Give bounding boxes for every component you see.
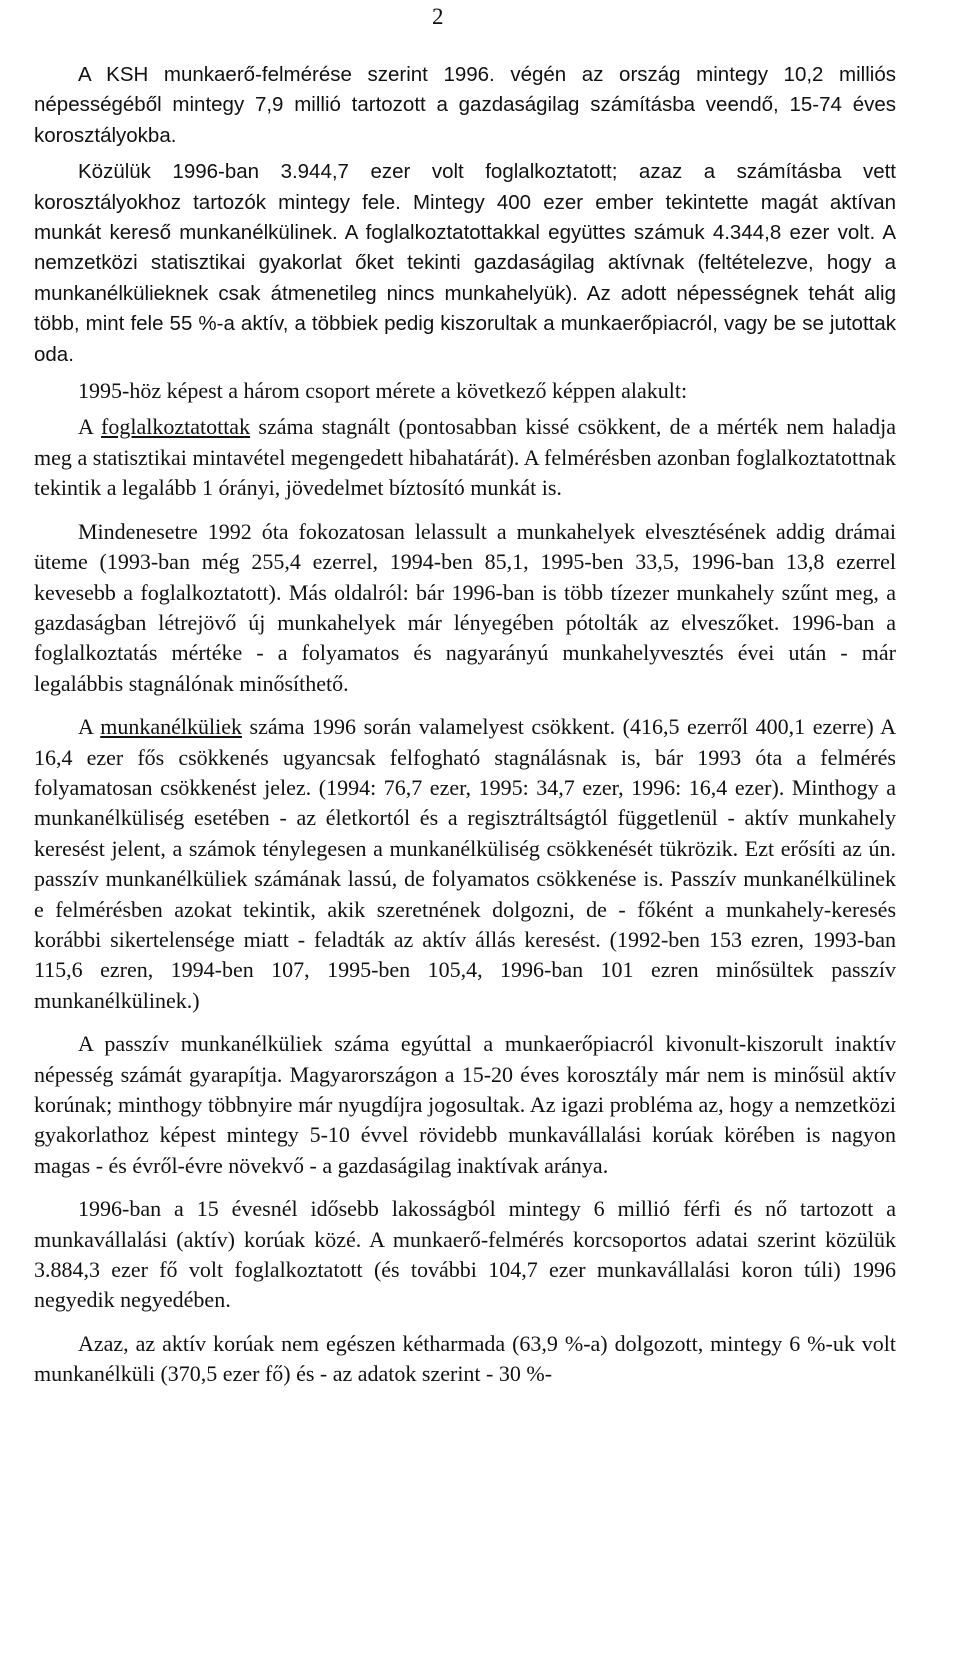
- text-run: A: [78, 414, 102, 440]
- text-run: száma stagnált (pontosabban kissé csökkent, de a mérték nem haladja meg a statisztikai mintavétel megengedett hibahatárát). A felmérésben azonban foglalkoztatottnak tekintik a legalább 1 órányi, jövedelmet bíztosító munkát is.: [34, 414, 896, 501]
- text-run: száma 1996 során valamelyest csökkent. (416,5 ezerről 400,1 ezerre) A 16,4 ezer fős csökkenés ugyancsak felfogható stagnálásnak is, bár 1993 óta a felmérés folyamatosan csökkenést jelez. (1994: 76,7 ezer, 1995: 34,7 ezer, 1996: 16,4 ezer). Minthogy a munkanélküliség esetében - az életkortól és a regisztráltságtól függetlenül - aktív munkahely keresést jelent, a számok ténylegesen a munkanélküliség csökkenését tükrözik. Ezt erősíti az ún. passzív munkanélküliek számának lassú, de folyamatos csökkenése is. Passzív munkanélkülinek e felmérésben azokat tekintik, akik szeretnének dolgozni, de - főként a munkahely-keresés korábbi sikertelensége miatt - feladták az aktív állás keresést. (1992-ben 153 ezren, 1993-ban 115,6 ezren, 1994-ben 107, 1995-ben 105,4, 1996-ban 101 ezren minősültek passzív munkanélkülinek.): [34, 714, 896, 1013]
- document-body: [34, 60, 896, 1390]
- underlined-term-unemployed: munkanélküliek: [100, 714, 242, 740]
- paragraph-active-share: Azaz, az aktív korúak nem egészen kétharmada (63,9 %-a) dolgozott, mintegy 6 %-uk volt munkanélküli (370,5 ezer fő) és - az adatok szerint - 30 %-: [34, 1330, 896, 1387]
- paragraph-employment-summary: Közülük 1996-ban 3.944,7 ezer volt foglalkoztatott; azaz a számításba vett korosztályokhoz tartozók mintegy fele. Mintegy 400 ezer ember tekintette magát aktívan munkát kereső munkanélkülinek. A foglalkoztatottakkal együttes számuk 4.344,8 ezer volt. A nemzetközi statisztikai gyakorlat őket tekinti gazdaságilag aktívnak (feltételezve, hogy a munkanélkülieknek csak átmenetileg nincs munkahelyük). Az adott népességnek tehát alig több, mint fele 55 %-a aktív, a többiek pedig kiszorultak a munkaerőpiacról, vagy be se jutottak oda.: [34, 160, 896, 366]
- paragraph-job-loss: Mindenesetre 1992 óta fokozatosan lelassult a munkahelyek elvesztésének addig drámai üteme (1993-ban még 255,4 ezerrel, 1994-ben 85,1, 1995-ben 33,5, 1996-ban 13,8 ezerrel kevesebb a foglalkoztatott). Más oldalról: bár 1996-ban is több tízezer munkahely szűnt meg, a gazdaságban létrejövő új munkahelyek már lényegében pótolták az elveszőket. 1996-ban a foglalkoztatás mértéke - a folyamatos és nagyarányú munkahelyvesztés évei után - már legalábbis stagnálónak minősíthető.: [34, 518, 896, 696]
- paragraph-comparison-lead: 1995-höz képest a három csoport mérete a következő képpen alakult:: [78, 378, 688, 404]
- underlined-term-employed: foglalkoztatottak: [101, 414, 251, 440]
- paragraph-passive-unemployed: A passzív munkanélküliek száma egyúttal a munkaerőpiacról kivonult-kiszorult inaktív népesség számát gyarapítja. Magyarországon a 15-20 éves korosztály már nem is minősül aktív korúnak; minthogy többnyire már nyugdíjra jogosultak. Az igazi probléma az, hogy a nemzetközi gyakorlathoz képest mintegy 5-10 évvel rövidebb munkavállalási korúak körében is nagyon magas - és évről-évre növekvő - a gazdaságilag inaktívak aránya.: [34, 1031, 896, 1178]
- page-number: 2: [432, 4, 444, 29]
- paragraph-working-age: 1996-ban a 15 évesnél idősebb lakosságból mintegy 6 millió férfi és nő tartozott a munkavállalási (aktív) korúak közé. A munkaerő-felmérés korcsoportos adatai szerint közülük 3.884,3 ezer fő volt foglalkoztatott (és további 104,7 ezer munkavállalási koron túli) 1996 negyedik negyedében.: [34, 1196, 896, 1313]
- paragraph-intro: A KSH munkaerő-felmérése szerint 1996. végén az ország mintegy 10,2 milliós népességéből mintegy 7,9 millió tartozott a gazdaságilag számításba veendő, 15-74 éves korosztályokba.: [34, 63, 896, 147]
- paragraph-unemployed: [34, 712, 896, 1016]
- text-run: A: [78, 714, 101, 740]
- paragraph-employed: [34, 412, 896, 503]
